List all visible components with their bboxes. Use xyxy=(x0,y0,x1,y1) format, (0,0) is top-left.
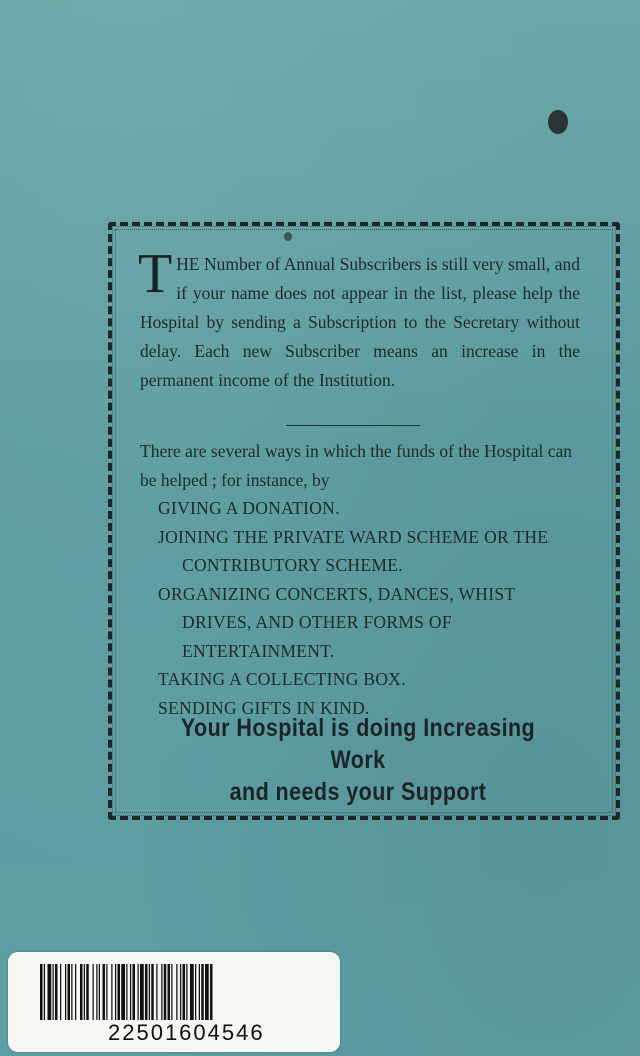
barcode-bar xyxy=(93,964,94,1020)
barcode-bar xyxy=(106,964,107,1020)
barcode-bar xyxy=(118,964,121,1020)
barcode xyxy=(40,964,318,1020)
barcode-bar xyxy=(145,964,148,1020)
barcode-label xyxy=(8,952,340,1052)
barcode-bar xyxy=(210,964,213,1020)
barcode-bar xyxy=(138,964,139,1020)
barcode-bar xyxy=(195,964,196,1020)
barcode-bar xyxy=(60,964,61,1020)
barcode-bar xyxy=(126,964,127,1020)
barcode-bar xyxy=(75,964,76,1020)
barcode-bar xyxy=(201,964,204,1020)
barcode-bar xyxy=(65,964,66,1020)
barcode-bar xyxy=(111,964,112,1020)
barcode-bar xyxy=(180,964,181,1020)
barcode-bar xyxy=(161,964,162,1020)
barcode-bar xyxy=(71,964,72,1020)
ways-list-item: GIVING A DONATION. xyxy=(158,498,340,518)
barcode-bar xyxy=(168,964,171,1020)
barcode-bar xyxy=(156,964,157,1020)
barcode-bar xyxy=(121,964,125,1020)
ways-list-item: ORGANIZING CONCERTS, DANCES, WHIST DRIVES, AND OTHER FORMS OF ENTERTAINMENT. xyxy=(158,583,516,661)
subscriber-paragraph xyxy=(138,243,580,395)
barcode-bar xyxy=(86,964,89,1020)
barcode-bar xyxy=(199,964,200,1020)
barcode-bar xyxy=(171,964,172,1020)
ways-list-item: JOINING THE PRIVATE WARD SCHEME OR THE CONTRIBUTORY SCHEME. xyxy=(158,526,549,575)
barcode-bar xyxy=(68,964,71,1020)
barcode-bar xyxy=(48,964,52,1020)
ways-list xyxy=(158,494,578,722)
funds-paragraph: There are several ways in which the funds of the Hospital can be helped ; for instance, by xyxy=(140,441,572,490)
barcode-bar xyxy=(130,964,131,1020)
barcode-bar xyxy=(96,964,97,1020)
barcode-bar xyxy=(80,964,83,1020)
barcode-bar xyxy=(40,964,43,1020)
barcode-bar xyxy=(133,964,136,1020)
ways-list-item: SENDING GIFTS IN KIND. xyxy=(158,697,370,718)
barcode-bar xyxy=(44,964,45,1020)
barcode-bar xyxy=(164,964,167,1020)
barcode-bar xyxy=(176,964,177,1020)
barcode-bar xyxy=(149,964,150,1020)
barcode-number: 22501604546 xyxy=(108,1020,265,1045)
subscriber-paragraph-text: HE Number of Annual Subscribers is still very small, and if your name does not appear in the list, please help the Hospital by sending a Subscription to the Secretary without delay. Each new Subscriber means an increase in the permanent income of the Institution. xyxy=(140,254,580,390)
barcode-bar xyxy=(115,964,116,1020)
barcode-bar xyxy=(103,964,106,1020)
ways-list-item: TAKING A COLLECTING BOX. xyxy=(158,669,406,689)
ink-stain xyxy=(548,110,568,134)
barcode-bar xyxy=(151,964,154,1020)
slogan-line-2: and needs your Support xyxy=(229,778,487,806)
barcode-bar xyxy=(99,964,100,1020)
barcode-bar xyxy=(190,964,194,1020)
barcode-bar xyxy=(55,964,58,1020)
barcode-bar xyxy=(205,964,209,1020)
drop-cap: T xyxy=(138,243,173,305)
slogan xyxy=(171,712,546,808)
barcode-bar xyxy=(140,964,144,1020)
barcode-bar xyxy=(186,964,187,1020)
barcode-bar xyxy=(183,964,186,1020)
divider-rule xyxy=(286,425,420,426)
barcode-bar xyxy=(84,964,85,1020)
barcode-bar xyxy=(53,964,54,1020)
slogan-line-1: Your Hospital is doing Increasing Work xyxy=(180,714,536,774)
